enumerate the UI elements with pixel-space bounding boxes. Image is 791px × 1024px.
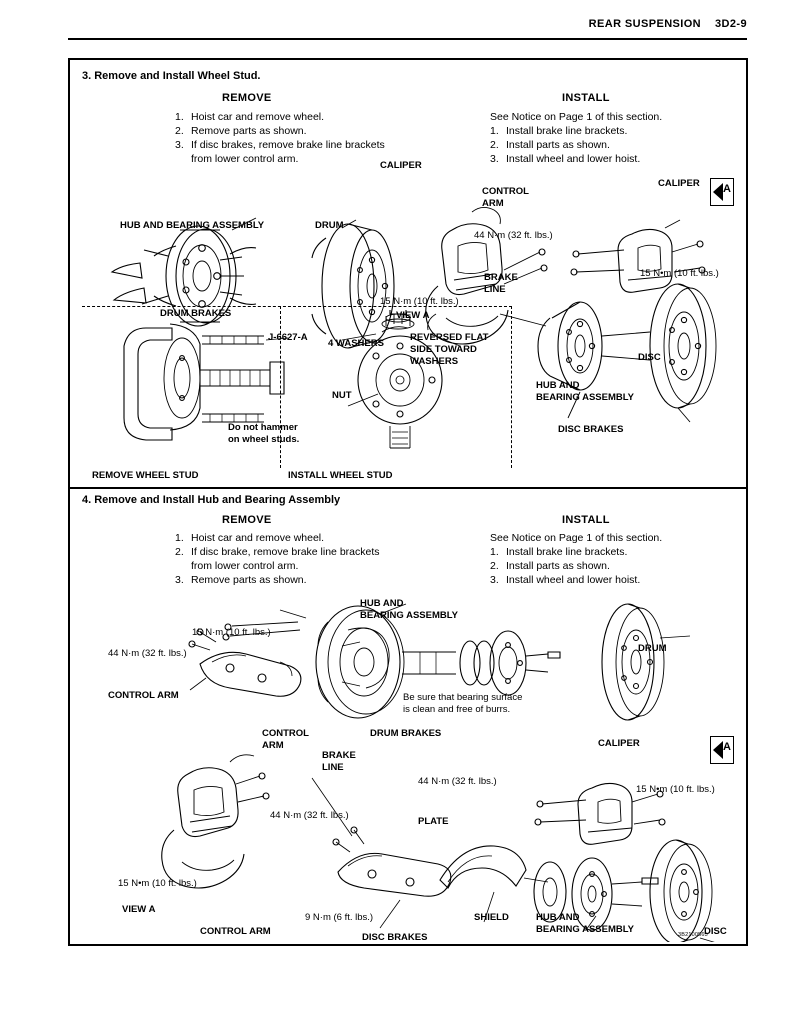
label-s4-brake-line-1: BRAKE xyxy=(322,750,356,761)
section-4-remove-steps: 1. Hoist car and remove wheel. 2. If disc brake, remove brake line brackets from lower control arm. 3. Remove parts as shown. xyxy=(175,532,380,586)
header-title: REAR SUSPENSION xyxy=(588,18,702,30)
label-s4-torque-15nm-right: 15 N•m (10 ft. lbs.) xyxy=(636,784,715,795)
view-arrow-a-letter-bottom: A xyxy=(723,741,731,753)
header-divider xyxy=(68,38,747,40)
label-s4-brake-line-2: LINE xyxy=(322,762,344,773)
bearing-surface-note-1: Be sure that bearing surface xyxy=(403,692,523,703)
label-brake-line-2: LINE xyxy=(484,284,506,295)
label-view-a-top: VIEW A xyxy=(396,310,430,321)
label-s4-drum: DRUM xyxy=(638,643,667,654)
label-s4-control-arm: CONTROL ARM xyxy=(108,690,179,701)
caution-line-2: on wheel studs. xyxy=(228,434,300,445)
label-torque-15nm-right: 15 N•m (10 ft. lbs.) xyxy=(640,268,719,279)
label-s4-control-arm-2b: ARM xyxy=(262,740,284,751)
caution-line-1: Do not hammer xyxy=(228,422,298,433)
section-4-title: 4. Remove and Install Hub and Bearing Assembly xyxy=(82,494,341,506)
stud-panel-right-divider xyxy=(511,306,512,468)
view-arrow-a-letter-top: A xyxy=(723,183,731,195)
label-disc-brakes-top: DISC BRAKES xyxy=(558,424,624,435)
label-s4-plate: PLATE xyxy=(418,816,449,827)
label-s4-hub-bearing-b1: HUB AND xyxy=(536,912,580,923)
label-tool-j6627a: J-6627-A xyxy=(268,332,308,343)
label-s4-torque-15nm-low: 15 N•m (10 ft. lbs.) xyxy=(118,878,197,889)
section-4-install-heading: INSTALL xyxy=(562,514,610,526)
page-header xyxy=(589,18,747,30)
figure-number: 3B2100565 xyxy=(678,932,708,938)
label-reversed-flat-3: WASHERS xyxy=(410,356,459,367)
section-4-remove-heading: REMOVE xyxy=(222,514,272,526)
label-install-wheel-stud: INSTALL WHEEL STUD xyxy=(288,470,393,481)
label-s4-hub-bearing-2: BEARING ASSEMBLY xyxy=(360,610,459,621)
label-drum-brakes-top: DRUM BRAKES xyxy=(160,308,232,319)
label-s4-torque-9nm: 9 N·m (6 ft. lbs.) xyxy=(305,912,374,923)
content-frame xyxy=(68,58,748,946)
label-brake-line-1: BRAKE xyxy=(484,272,518,283)
section-4-disc-illustration xyxy=(80,732,740,942)
section-3-install-steps: See Notice on Page 1 of this section. 1. Install brake line brackets. 2. Install parts as shown. 3. Install wheel and lower hoist. xyxy=(490,111,663,165)
label-control-arm-line2: ARM xyxy=(482,198,504,209)
view-arrow-a-top xyxy=(710,178,734,206)
bearing-surface-note-2: is clean and free of burrs. xyxy=(403,704,511,715)
section-divider xyxy=(70,487,746,489)
label-s4-control-arm-bottom: CONTROL ARM xyxy=(200,926,271,937)
label-s4-view-a: VIEW A xyxy=(122,904,156,915)
label-reversed-flat-1: REVERSED FLAT xyxy=(410,332,489,343)
label-s4-torque-44nm-mid: 44 N·m (32 ft. lbs.) xyxy=(418,776,497,787)
label-caliper: CALIPER xyxy=(380,160,422,171)
label-drum: DRUM xyxy=(315,220,344,231)
label-control-arm-line1: CONTROL xyxy=(482,186,529,197)
label-s4-hub-bearing-1: HUB AND xyxy=(360,598,404,609)
label-s4-disc-brakes: DISC BRAKES xyxy=(362,932,428,943)
label-torque-44nm: 44 N·m (32 ft. lbs.) xyxy=(474,230,553,241)
label-s4-disc: DISC xyxy=(704,926,727,937)
label-nut: NUT xyxy=(332,390,352,401)
label-s4-torque-15nm-top: 15 N·m (10 ft. lbs.) xyxy=(192,627,271,638)
view-arrow-a-bottom xyxy=(710,736,734,764)
label-remove-wheel-stud: REMOVE WHEEL STUD xyxy=(92,470,199,481)
label-caliper-right: CALIPER xyxy=(658,178,700,189)
label-torque-15nm-mid: 15 N·m (10 ft. lbs.) xyxy=(380,296,459,307)
header-section-number: 3D2-9 xyxy=(715,18,747,30)
section-4-install-steps: See Notice on Page 1 of this section. 1. Install brake line brackets. 2. Install parts as shown. 3. Install wheel and lower hoist. xyxy=(490,532,663,586)
section-3-title: 3. Remove and Install Wheel Stud. xyxy=(82,70,261,82)
label-hub-bearing-b1: HUB AND xyxy=(536,380,580,391)
label-4-washers: 4 WASHERS xyxy=(328,338,384,349)
section-3-remove-steps: 1. Hoist car and remove wheel. 2. Remove parts as shown. 3. If disc brakes, remove brake line brackets from lower control arm. xyxy=(175,111,385,165)
label-s4-torque-44nm-low: 44 N·m (32 ft. lbs.) xyxy=(270,810,349,821)
label-s4-caliper: CALIPER xyxy=(598,738,640,749)
stud-panel-top-divider xyxy=(82,306,512,307)
label-s4-hub-bearing-b2: BEARING ASSEMBLY xyxy=(536,924,635,935)
label-disc-top: DISC xyxy=(638,352,661,363)
label-reversed-flat-2: SIDE TOWARD xyxy=(410,344,477,355)
section-3-remove-heading: REMOVE xyxy=(222,92,272,104)
label-hub-bearing-b2: BEARING ASSEMBLY xyxy=(536,392,635,403)
label-hub-bearing-assembly: HUB AND BEARING ASSEMBLY xyxy=(120,220,265,231)
label-s4-drum-brakes: DRUM BRAKES xyxy=(370,728,442,739)
label-s4-control-arm-2a: CONTROL xyxy=(262,728,309,739)
label-s4-shield: SHIELD xyxy=(474,912,509,923)
section-3-install-heading: INSTALL xyxy=(562,92,610,104)
label-s4-torque-44nm-left: 44 N·m (32 ft. lbs.) xyxy=(108,648,187,659)
